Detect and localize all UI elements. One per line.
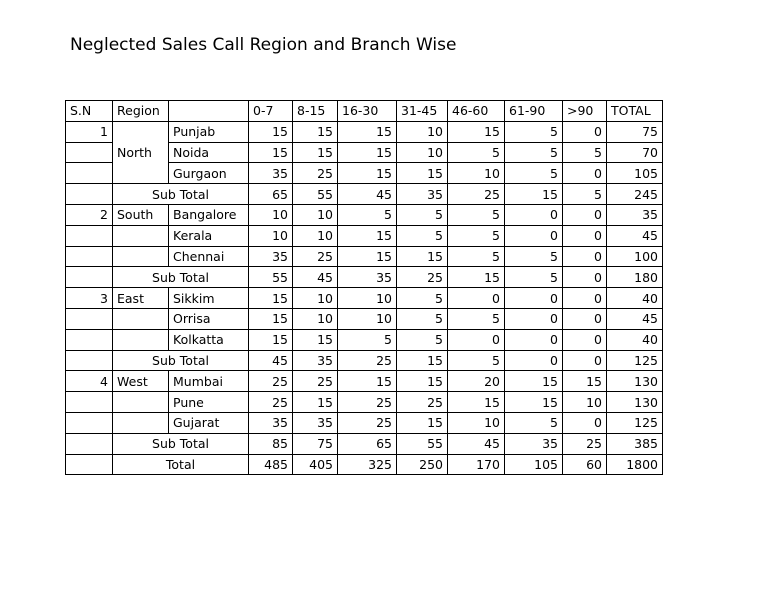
serial-number-cell xyxy=(66,225,113,246)
value-cell: 20 xyxy=(448,371,505,392)
value-cell: 45 xyxy=(607,308,663,329)
value-cell: 15 xyxy=(293,392,338,413)
serial-number-cell xyxy=(66,329,113,350)
column-header: 31-45 xyxy=(397,101,448,122)
region-cell: West xyxy=(113,371,169,392)
value-cell: 100 xyxy=(607,246,663,267)
value-cell: 15 xyxy=(338,121,397,142)
serial-number-cell xyxy=(66,163,113,184)
subtotal-value-cell: 385 xyxy=(607,433,663,454)
value-cell: 15 xyxy=(505,371,563,392)
subtotal-row xyxy=(66,350,663,371)
value-cell: 0 xyxy=(563,329,607,350)
subtotal-value-cell: 25 xyxy=(338,350,397,371)
region-cell xyxy=(113,246,169,267)
subtotal-row xyxy=(66,433,663,454)
branch-name-cell: Punjab xyxy=(169,121,249,142)
value-cell: 15 xyxy=(338,371,397,392)
region-cell: East xyxy=(113,288,169,309)
serial-number-cell: 1 xyxy=(66,121,113,142)
value-cell: 40 xyxy=(607,288,663,309)
total-value-cell: 105 xyxy=(505,454,563,475)
report-title: Neglected Sales Call Region and Branch Wise xyxy=(70,35,457,55)
subtotal-value-cell: 180 xyxy=(607,267,663,288)
value-cell: 105 xyxy=(607,163,663,184)
subtotal-value-cell: 55 xyxy=(293,184,338,205)
sales-call-table xyxy=(65,100,663,475)
subtotal-value-cell: 35 xyxy=(293,350,338,371)
region-cell xyxy=(113,392,169,413)
column-header: >90 xyxy=(563,101,607,122)
subtotal-label-cell: Sub Total xyxy=(113,350,249,371)
value-cell: 5 xyxy=(505,163,563,184)
value-cell: 10 xyxy=(293,204,338,225)
value-cell: 25 xyxy=(293,163,338,184)
subtotal-value-cell: 65 xyxy=(249,184,293,205)
value-cell: 10 xyxy=(293,288,338,309)
value-cell: 5 xyxy=(448,225,505,246)
subtotal-label-cell: Sub Total xyxy=(113,184,249,205)
serial-number-cell: 2 xyxy=(66,204,113,225)
branch-row xyxy=(66,371,663,392)
subtotal-value-cell: 245 xyxy=(607,184,663,205)
subtotal-value-cell: 35 xyxy=(338,267,397,288)
serial-number-cell: 4 xyxy=(66,371,113,392)
subtotal-label-cell: Sub Total xyxy=(113,433,249,454)
serial-number-cell xyxy=(66,412,113,433)
value-cell: 15 xyxy=(397,246,448,267)
value-cell: 35 xyxy=(607,204,663,225)
value-cell: 5 xyxy=(397,308,448,329)
subtotal-value-cell: 45 xyxy=(448,433,505,454)
subtotal-value-cell: 35 xyxy=(397,184,448,205)
branch-row xyxy=(66,392,663,413)
branch-row xyxy=(66,288,663,309)
total-value-cell: 485 xyxy=(249,454,293,475)
subtotal-label-cell: Sub Total xyxy=(113,267,249,288)
value-cell: 15 xyxy=(397,163,448,184)
branch-name-cell: Orrisa xyxy=(169,308,249,329)
subtotal-value-cell: 15 xyxy=(448,267,505,288)
value-cell: 10 xyxy=(448,412,505,433)
serial-number-cell xyxy=(66,142,113,163)
serial-number-cell xyxy=(66,433,113,454)
value-cell: 15 xyxy=(563,371,607,392)
value-cell: 5 xyxy=(397,225,448,246)
value-cell: 5 xyxy=(448,246,505,267)
subtotal-value-cell: 5 xyxy=(448,350,505,371)
region-cell: South xyxy=(113,204,169,225)
value-cell: 0 xyxy=(563,246,607,267)
value-cell: 15 xyxy=(293,329,338,350)
subtotal-value-cell: 65 xyxy=(338,433,397,454)
value-cell: 130 xyxy=(607,392,663,413)
value-cell: 0 xyxy=(448,288,505,309)
subtotal-value-cell: 45 xyxy=(338,184,397,205)
value-cell: 5 xyxy=(397,288,448,309)
value-cell: 15 xyxy=(249,121,293,142)
subtotal-row xyxy=(66,267,663,288)
value-cell: 10 xyxy=(338,308,397,329)
serial-number-cell xyxy=(66,454,113,475)
value-cell: 15 xyxy=(249,142,293,163)
value-cell: 5 xyxy=(448,142,505,163)
value-cell: 15 xyxy=(249,329,293,350)
total-value-cell: 250 xyxy=(397,454,448,475)
value-cell: 25 xyxy=(338,412,397,433)
value-cell: 0 xyxy=(563,412,607,433)
value-cell: 15 xyxy=(397,371,448,392)
branch-row xyxy=(66,121,663,142)
value-cell: 10 xyxy=(293,308,338,329)
branch-name-cell: Pune xyxy=(169,392,249,413)
branch-name-cell: Bangalore xyxy=(169,204,249,225)
branch-name-cell: Gujarat xyxy=(169,412,249,433)
column-header: Region xyxy=(113,101,169,122)
value-cell: 15 xyxy=(293,142,338,163)
value-cell: 35 xyxy=(249,412,293,433)
total-value-cell: 170 xyxy=(448,454,505,475)
value-cell: 0 xyxy=(563,288,607,309)
subtotal-value-cell: 45 xyxy=(293,267,338,288)
value-cell: 5 xyxy=(448,308,505,329)
value-cell: 25 xyxy=(338,392,397,413)
serial-number-cell xyxy=(66,392,113,413)
value-cell: 0 xyxy=(505,204,563,225)
subtotal-value-cell: 15 xyxy=(505,184,563,205)
value-cell: 0 xyxy=(505,308,563,329)
branch-row xyxy=(66,246,663,267)
value-cell: 25 xyxy=(249,371,293,392)
branch-row xyxy=(66,204,663,225)
value-cell: 10 xyxy=(338,288,397,309)
subtotal-value-cell: 25 xyxy=(563,433,607,454)
column-header xyxy=(169,101,249,122)
subtotal-value-cell: 55 xyxy=(249,267,293,288)
value-cell: 15 xyxy=(293,121,338,142)
subtotal-value-cell: 15 xyxy=(397,350,448,371)
total-value-cell: 325 xyxy=(338,454,397,475)
value-cell: 15 xyxy=(338,142,397,163)
value-cell: 10 xyxy=(563,392,607,413)
value-cell: 15 xyxy=(338,163,397,184)
subtotal-value-cell: 125 xyxy=(607,350,663,371)
value-cell: 130 xyxy=(607,371,663,392)
branch-name-cell: Sikkim xyxy=(169,288,249,309)
column-header: 8-15 xyxy=(293,101,338,122)
column-header: 46-60 xyxy=(448,101,505,122)
value-cell: 5 xyxy=(338,204,397,225)
value-cell: 0 xyxy=(563,204,607,225)
subtotal-row xyxy=(66,184,663,205)
region-cell xyxy=(113,412,169,433)
subtotal-value-cell: 85 xyxy=(249,433,293,454)
subtotal-value-cell: 25 xyxy=(448,184,505,205)
serial-number-cell xyxy=(66,267,113,288)
value-cell: 15 xyxy=(448,392,505,413)
value-cell: 25 xyxy=(293,246,338,267)
branch-row xyxy=(66,329,663,350)
value-cell: 5 xyxy=(338,329,397,350)
subtotal-value-cell: 0 xyxy=(505,350,563,371)
branch-name-cell: Mumbai xyxy=(169,371,249,392)
value-cell: 5 xyxy=(397,329,448,350)
branch-name-cell: Kolkatta xyxy=(169,329,249,350)
value-cell: 10 xyxy=(397,142,448,163)
subtotal-value-cell: 0 xyxy=(563,350,607,371)
subtotal-value-cell: 45 xyxy=(249,350,293,371)
region-cell xyxy=(113,225,169,246)
value-cell: 5 xyxy=(505,412,563,433)
region-cell xyxy=(113,329,169,350)
value-cell: 10 xyxy=(448,163,505,184)
branch-row xyxy=(66,225,663,246)
value-cell: 75 xyxy=(607,121,663,142)
total-value-cell: 1800 xyxy=(607,454,663,475)
value-cell: 5 xyxy=(563,142,607,163)
subtotal-value-cell: 25 xyxy=(397,267,448,288)
serial-number-cell xyxy=(66,246,113,267)
total-row xyxy=(66,454,663,475)
value-cell: 10 xyxy=(397,121,448,142)
value-cell: 125 xyxy=(607,412,663,433)
value-cell: 25 xyxy=(397,392,448,413)
value-cell: 0 xyxy=(563,225,607,246)
value-cell: 35 xyxy=(293,412,338,433)
value-cell: 0 xyxy=(563,308,607,329)
column-header: 0-7 xyxy=(249,101,293,122)
branch-row xyxy=(66,412,663,433)
value-cell: 5 xyxy=(505,142,563,163)
column-header: 61-90 xyxy=(505,101,563,122)
subtotal-value-cell: 75 xyxy=(293,433,338,454)
total-label-cell: Total xyxy=(113,454,249,475)
value-cell: 10 xyxy=(293,225,338,246)
value-cell: 10 xyxy=(249,225,293,246)
value-cell: 40 xyxy=(607,329,663,350)
serial-number-cell xyxy=(66,350,113,371)
value-cell: 5 xyxy=(505,246,563,267)
value-cell: 15 xyxy=(338,225,397,246)
region-cell xyxy=(113,308,169,329)
value-cell: 0 xyxy=(448,329,505,350)
value-cell: 0 xyxy=(563,121,607,142)
value-cell: 5 xyxy=(448,204,505,225)
subtotal-value-cell: 5 xyxy=(505,267,563,288)
branch-name-cell: Gurgaon xyxy=(169,163,249,184)
column-header: TOTAL xyxy=(607,101,663,122)
value-cell: 15 xyxy=(338,246,397,267)
value-cell: 0 xyxy=(505,225,563,246)
serial-number-cell: 3 xyxy=(66,288,113,309)
branch-name-cell: Chennai xyxy=(169,246,249,267)
value-cell: 15 xyxy=(249,308,293,329)
value-cell: 35 xyxy=(249,246,293,267)
value-cell: 10 xyxy=(249,204,293,225)
value-cell: 25 xyxy=(249,392,293,413)
region-cell: North xyxy=(113,121,169,183)
value-cell: 0 xyxy=(505,288,563,309)
column-header: S.N xyxy=(66,101,113,122)
value-cell: 15 xyxy=(505,392,563,413)
value-cell: 15 xyxy=(249,288,293,309)
serial-number-cell xyxy=(66,308,113,329)
total-value-cell: 405 xyxy=(293,454,338,475)
branch-row xyxy=(66,308,663,329)
header-row xyxy=(66,101,663,122)
value-cell: 5 xyxy=(505,121,563,142)
value-cell: 0 xyxy=(505,329,563,350)
subtotal-value-cell: 55 xyxy=(397,433,448,454)
branch-name-cell: Noida xyxy=(169,142,249,163)
value-cell: 0 xyxy=(563,163,607,184)
value-cell: 45 xyxy=(607,225,663,246)
value-cell: 35 xyxy=(249,163,293,184)
value-cell: 70 xyxy=(607,142,663,163)
serial-number-cell xyxy=(66,184,113,205)
value-cell: 15 xyxy=(448,121,505,142)
subtotal-value-cell: 0 xyxy=(563,267,607,288)
value-cell: 15 xyxy=(397,412,448,433)
branch-name-cell: Kerala xyxy=(169,225,249,246)
column-header: 16-30 xyxy=(338,101,397,122)
value-cell: 5 xyxy=(397,204,448,225)
subtotal-value-cell: 35 xyxy=(505,433,563,454)
subtotal-value-cell: 5 xyxy=(563,184,607,205)
total-value-cell: 60 xyxy=(563,454,607,475)
value-cell: 25 xyxy=(293,371,338,392)
